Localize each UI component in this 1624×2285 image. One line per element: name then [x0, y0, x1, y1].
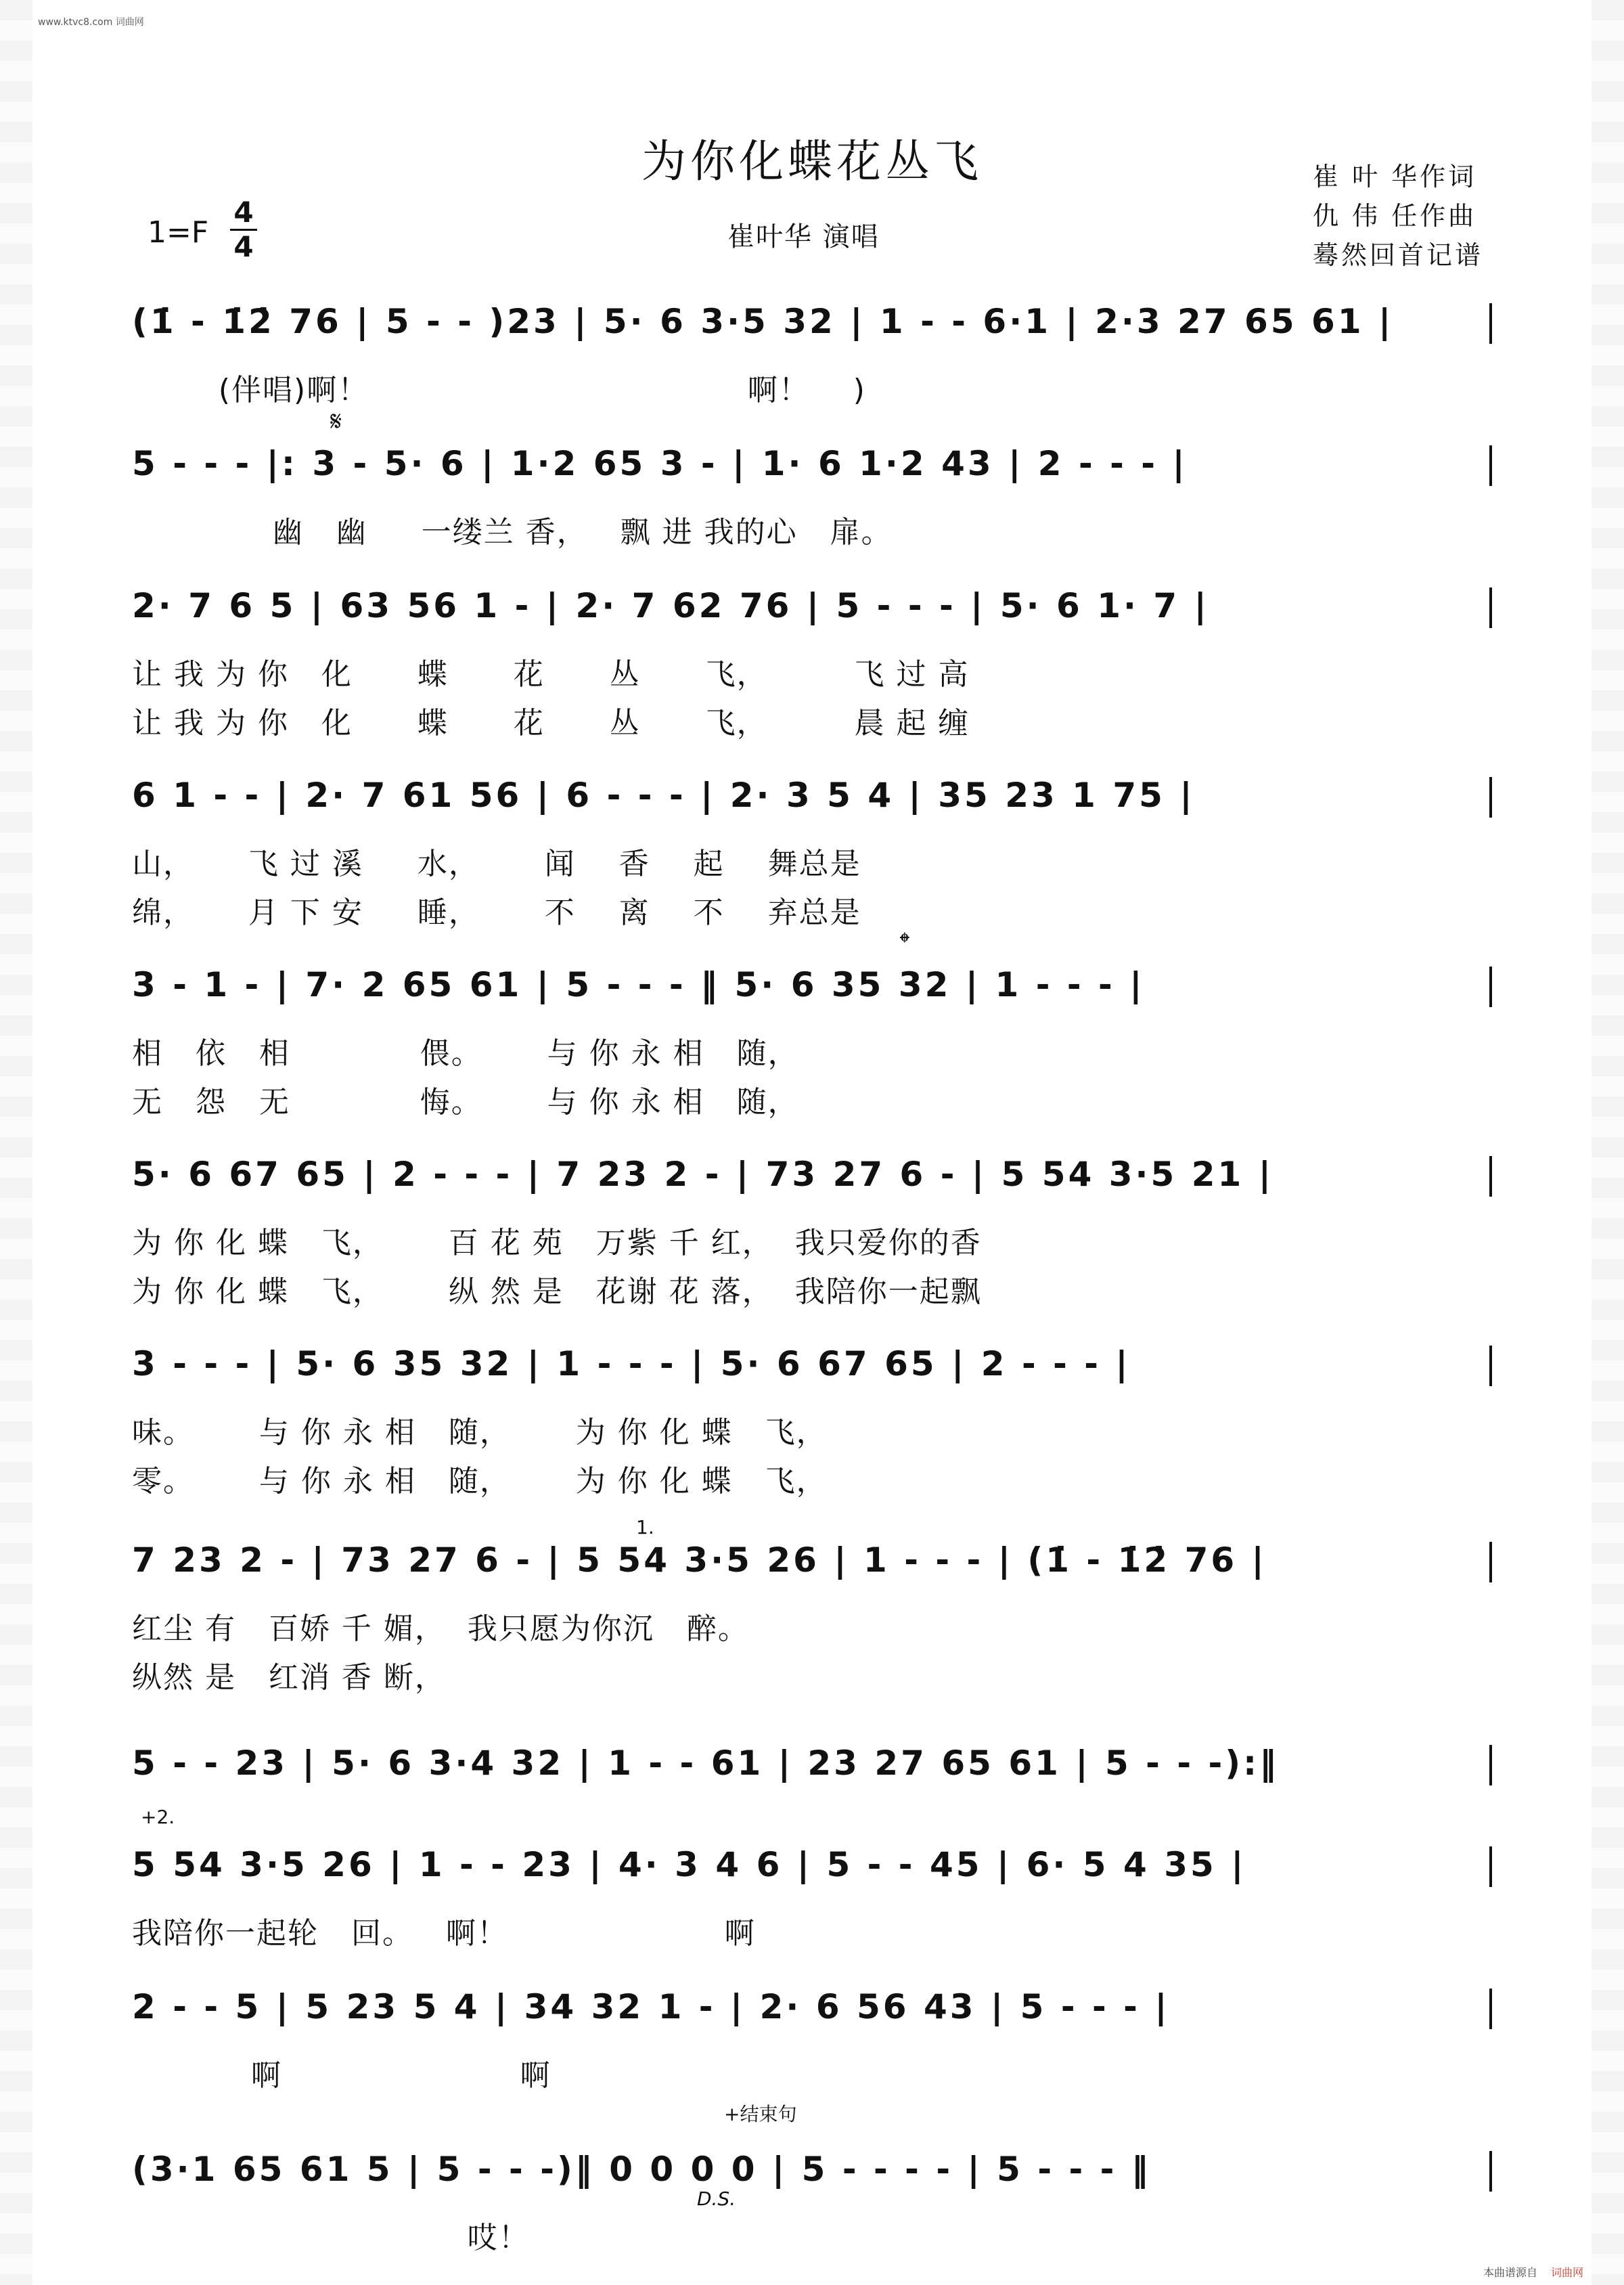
notation-row: 3 - 1 - | 7· 2 65 61 | 5 - - - ‖ 5· 6 35 32 | 1 - - - |: [132, 965, 1145, 1004]
notation-row: 5 54 3·5 26 | 1 - - 23 | 4· 3 4 6 | 5 - - 45 | 6· 5 4 35 |: [132, 1845, 1246, 1884]
notation-row: 5· 6 67 65 | 2 - - - | 7 23 2 - | 73 27 6 - | 5 54 3·5 21 |: [132, 1155, 1274, 1194]
lyric-row: 让 我 为 你 化 蝶 花 丛 飞， 晨 起 缠: [132, 706, 970, 740]
lyric-row: 我陪你一起轮 回。 啊！ 啊: [132, 1916, 756, 1951]
barline: [1489, 587, 1492, 628]
barline: [1489, 967, 1492, 1007]
coda-text: +结束句: [724, 2103, 797, 2125]
song-title: 为你化蝶花丛飞: [641, 135, 983, 187]
lyric-row: 为 你 化 蝶 飞， 百 花 苑 万紫 千 红， 我只爱你的香: [132, 1226, 982, 1260]
lyric-row: 幽 幽 一缕兰 香， 飘 进 我的心 扉。: [132, 515, 893, 550]
lyric-row: 纵然 是 红消 香 断，: [132, 1660, 446, 1695]
lyric-row: 味。 与 你 永 相 随， 为 你 化 蝶 飞，: [132, 1415, 828, 1450]
barline: [1489, 445, 1492, 486]
lyric-row: 无 怨 无 悔。 与 你 永 相 随，: [132, 1085, 799, 1119]
ending-1: 1.: [636, 1516, 654, 1538]
barline: [1489, 1156, 1492, 1197]
time-signature: [230, 196, 257, 263]
ending-2: +2.: [141, 1806, 175, 1828]
lyric-row: 绵， 月 下 安 睡， 不 离 不 弃总是: [132, 895, 861, 930]
notation-row: 5 - - - |: 3 - 5· 6 | 1·2 65 3 - | 1· 6 1·2 43 | 2 - - - |: [132, 444, 1188, 483]
notation-row: 2 - - 5 | 5 23 5 4 | 34 32 1 - | 2· 6 56 43 | 5 - - - |: [132, 1987, 1170, 2026]
lyric-row: 哎！: [132, 2221, 530, 2255]
time-bottom: 4: [233, 230, 254, 263]
key-signature: 1=F: [148, 215, 209, 250]
notation-row: (1̇ - 1̇2̇ 76 | 5 - - )23 | 5· 6 3·5 32 | 1 - - 6·1 | 2·3 27 65 61 |: [132, 302, 1394, 341]
barline: [1489, 2151, 1492, 2192]
lyric-row: 啊 啊: [132, 2058, 551, 2093]
site-header: www.ktvc8.com 词曲网: [38, 17, 144, 28]
notation-row: 2· 7 6 5 | 63 56 1 - | 2· 7 62 76 | 5 - - - | 5· 6 1· 7 |: [132, 586, 1209, 625]
barline: [1489, 1745, 1492, 1785]
left-margin-strip: [0, 0, 32, 2285]
barline: [1489, 1346, 1492, 1386]
lyric-row: 山， 飞 过 溪 水， 闻 香 起 舞总是: [132, 847, 861, 881]
ds-mark: D.S.: [697, 2188, 736, 2210]
singer: 崔叶华 演唱: [727, 221, 880, 252]
barline: [1489, 1846, 1492, 1887]
time-top: 4: [230, 196, 257, 231]
barline: [1489, 303, 1492, 344]
lyric-row: 为 你 化 蝶 飞， 纵 然 是 花谢 花 落， 我陪你一起飘: [132, 1274, 982, 1309]
footer: [1483, 2264, 1583, 2280]
lyric-row: 红尘 有 百娇 千 媚， 我只愿为你沉 醉。: [132, 1612, 749, 1646]
footer-source: 本曲谱源自: [1483, 2266, 1537, 2279]
coda-mark: 𝄌: [900, 927, 909, 958]
lyric-row: 让 我 为 你 化 蝶 花 丛 飞， 飞 过 高: [132, 657, 970, 692]
right-margin-strip: [1592, 0, 1624, 2285]
barline: [1489, 777, 1492, 818]
notation-row: (3·1 65 61 5 | 5 - - -)‖ 0 0 0 0 | 5 - - - - | 5 - - - ‖: [132, 2150, 1151, 2189]
lyric-row: (伴唱)啊！ 啊！ ): [132, 373, 866, 407]
segno-mark: 𝄋: [330, 406, 342, 437]
credits: [1313, 157, 1483, 275]
barline: [1489, 1542, 1492, 1582]
notation-row: 7 23 2 - | 73 27 6 - | 5 54 3·5 26 | 1 - - - | (1̇ - 1̇2̇ 76 |: [132, 1540, 1267, 1580]
transcriber: 蓦然回首记谱: [1313, 240, 1484, 270]
composer: 仇 伟 任作曲: [1313, 201, 1477, 231]
lyricist: 崔 叶 华作词: [1313, 162, 1477, 192]
barline: [1489, 1989, 1492, 2029]
notation-row: 6 1 - - | 2· 7 61 56 | 6 - - - | 2· 3 5 4 | 35 23 1 75 |: [132, 776, 1195, 815]
lyric-row: 相 依 相 偎。 与 你 永 相 随，: [132, 1036, 799, 1071]
notation-row: 5 - - 23 | 5· 6 3·4 32 | 1 - - 61 | 23 27 65 61 | 5 - - -):‖: [132, 1744, 1280, 1783]
footer-logo: 词曲网: [1550, 2266, 1583, 2279]
lyric-row: 零。 与 你 永 相 随， 为 你 化 蝶 飞，: [132, 1464, 828, 1499]
notation-row: 3 - - - | 5· 6 35 32 | 1 - - - | 5· 6 67 65 | 2 - - - |: [132, 1344, 1131, 1383]
